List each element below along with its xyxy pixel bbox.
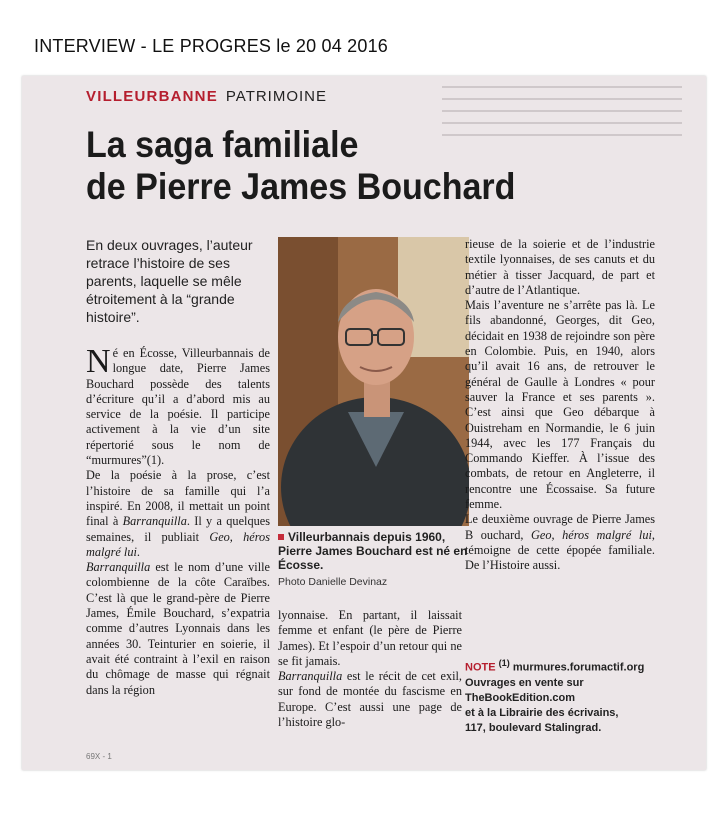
dropcap: N: [86, 343, 111, 380]
col3-p2: Mais l’aventure ne s’arrête pas là. Le fils abandonné, Georges, dit Geo, décidait en 1938 de rejoindre son père en Colombie. Puis, en 1940, alors qu’il avait 16 ans, de retrouver le général de Gaulle à Londres « pour sauver la France et ses parents ». C’est ainsi que Geo débarque à Ouistreham en Normandie, le 6 juin 1944, avec les 177 Français du Commando Kieffer. À l’issue des combats, de retour en Angleterre, il rencontre une Écossaise. Sa future femme.: [465, 298, 655, 512]
col3-p1: rieuse de la soierie et de l’industrie textile lyonnaises, de ses canuts et du métier à tisser Jacquard, de part et d’autre de l’Atlantique.: [465, 237, 655, 297]
col1-p3: [86, 560, 270, 698]
note-line-4: et à la Librairie des écrivains,: [465, 706, 619, 719]
kicker-city: VILLEURBANNE: [86, 88, 218, 105]
note-line-5: 117, boulevard Stalingrad.: [465, 721, 602, 734]
note-line-2: Ouvrages en vente sur: [465, 676, 584, 689]
photo-caption: [278, 530, 478, 572]
page-code: 69X - 1: [86, 752, 112, 761]
note-line-1: [465, 656, 695, 676]
header-caption: INTERVIEW - LE PROGRES le 20 04 2016: [34, 36, 389, 56]
col3-p3-italic: Geo, héros malgré lui: [531, 527, 652, 542]
column-2: [278, 608, 462, 730]
column-1: [86, 343, 270, 698]
note-block: [465, 656, 695, 736]
col1-p2-italic-1: Barranquilla: [122, 514, 187, 529]
article-title: [86, 124, 601, 208]
photo-caption-text: Villeurbannais depuis 1960, Pierre James Bouchard est né en Écosse.: [278, 530, 468, 572]
col2-p1: lyonnaise. En partant, il laissait femme et enfant (le père de Pierre James). Et l’espoir d’un retour qui ne se fit jamais.: [278, 608, 462, 668]
col2-p2-italic: Barranquilla: [278, 669, 343, 684]
col3-p3-b: , témoigne de cette épopée familiale. De l’Histoire aussi.: [465, 527, 655, 573]
title-line-1: La saga familiale: [86, 124, 359, 165]
col1-p1-text: é en Écosse, Villeurbannais de longue date, Pierre James Bouchard possède des talents d’écriture qu’il a d’abord mis au service de la poésie. Il participe activement à la vie d’un site répertorié sous le nom de “murmures”(1).: [86, 346, 270, 468]
lead-paragraph: En deux ouvrages, l’auteur retrace l’histoire de ses parents, laquelle se mêle étroitement à la “grande histoire”.: [86, 237, 253, 325]
title-line-2: de Pierre James Bouchard: [86, 166, 516, 207]
col1-p2: [86, 468, 270, 560]
col1-p2-b: . Il y a quelques semaines, il publiait: [86, 514, 270, 544]
author-portrait-illustration: [278, 237, 469, 526]
kicker: [86, 88, 327, 105]
col1-p3-italic: Barranquilla: [86, 560, 151, 575]
photo-credit: Photo Danielle Devinaz: [278, 576, 388, 588]
caption-bullet: [278, 534, 284, 540]
col3-p3-a: Le deuxième ouvrage de Pierre James B ouchard,: [465, 512, 655, 542]
column-3: [465, 237, 655, 574]
author-photo: [278, 237, 469, 526]
kicker-section: PATRIMOINE: [225, 88, 328, 105]
col1-p2-a: De la poésie à la prose, c’est l’histoire de sa famille qui l’a inspiré. En 2008, il mettait un point final à: [86, 468, 270, 529]
note-site: murmures.forumactif.org: [512, 661, 645, 674]
col1-p3-text: est le nom d’une ville colombienne de la côte Caraïbes. C’est là que le grand-père de Pierre James, Émile Bouchard, s’expatria comme d’autres Lyonnais dans les années 30. Teinturier en soierie, il avait été contraint à l’exil en raison du chômage de masse qui régnait dans la région: [86, 560, 270, 697]
col1-p2-c: .: [136, 544, 140, 559]
photo-caption-block: [278, 530, 478, 588]
note-line-3: TheBookEdition.com: [465, 691, 575, 704]
note-label: NOTE: [465, 661, 496, 674]
col2-p2: [278, 669, 462, 730]
col1-p2-italic-2: Geo, héros malgré lui: [86, 529, 270, 559]
col1-p1: [86, 343, 270, 468]
note-sup: (1): [498, 658, 510, 668]
newspaper-clipping: [22, 76, 706, 770]
col3-p3: [465, 512, 655, 573]
col2-p2-text: est le récit de cet exil, sur fond de montée du fascisme en Europe. C’est aussi une page de l’histoire glo-: [278, 669, 462, 730]
